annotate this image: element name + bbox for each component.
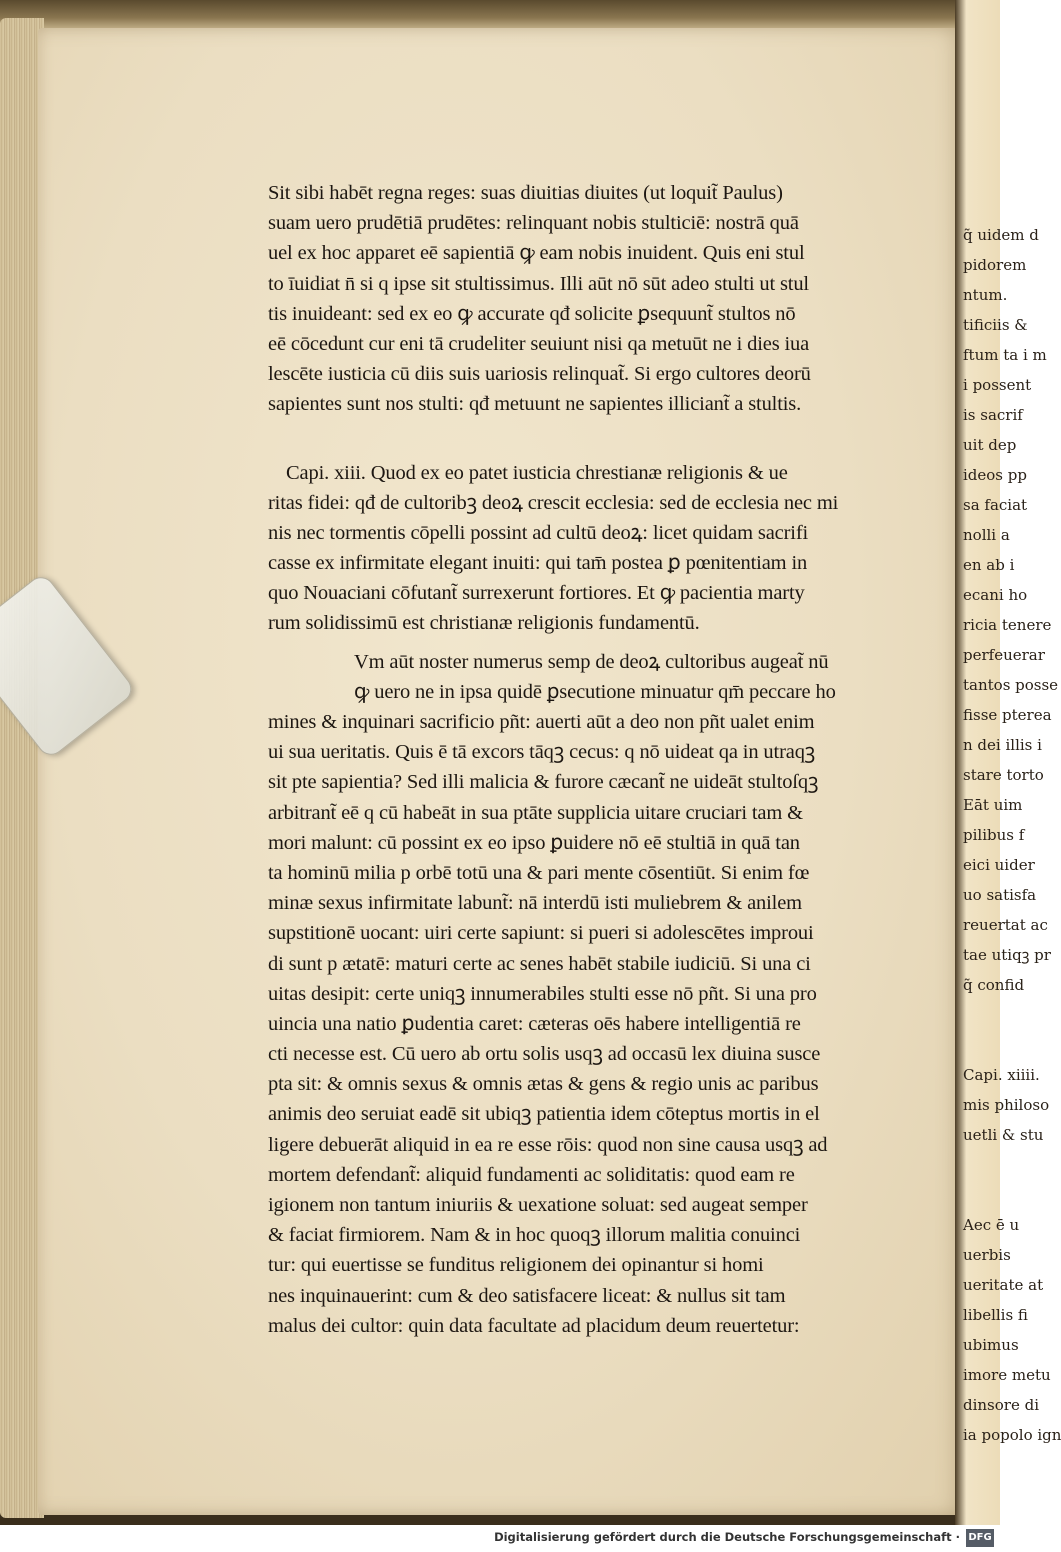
text-line: Vm aūt noster numerus semp de deoꝝ cultoribus augeat̃ nū (354, 650, 829, 673)
text-line: ritas fidei: qđ de cultoribꝫ deoꝝ crescit ecclesia: sed de ecclesia nec mi (268, 491, 839, 514)
facing-line: mis philoso (963, 1096, 1050, 1114)
facing-line: imore metu (963, 1366, 1051, 1384)
facing-line (963, 1030, 1023, 1060)
text-line: suam uero prudētiā prudētes: relinquant nobis stulticiē: nostrā quā (268, 212, 799, 235)
text-line: malus dei cultor: quin data facultate ad placidum deum reuertetur: (268, 1314, 800, 1337)
text-line: rum solidissimū est christianæ religionis fundamentū. (268, 612, 700, 635)
text-line: casse ex infirmitate elegant inuiti: qui tam̄ postea ꝑ pœnitentiam in (268, 552, 808, 575)
facing-line: Eāt uim (963, 796, 1023, 814)
facing-line: ideos pp (963, 466, 1027, 484)
text-line: uel ex hoc apparet eē sapientiā ꝙ eam nobis inuident. Quis eni stul (268, 242, 805, 265)
text-line: pta sit: & omnis sexus & omnis ætas & gens & regio unis ac paribus (268, 1073, 819, 1096)
paragraph-gap (268, 639, 918, 647)
facing-line: ia popolo ign (963, 1426, 1061, 1444)
text-line: cti necesse est. Cū uero ab ortu solis usqꝫ ad occasū lex diuina susce (268, 1043, 821, 1066)
text-line: Sit sibi habēt regna reges: suas diuitias diuites (ut loquit̃ Paulus) (268, 182, 783, 204)
chapter-heading (268, 458, 918, 639)
text-line: to īuidiat n̄ si q ipse sit stultissimus. Illi aūt nō sūt adeo stulti ut stul (268, 272, 809, 295)
facing-line: reuertat ac (963, 916, 1048, 934)
facing-line (963, 1150, 1023, 1180)
facing-page-text (963, 220, 1061, 1450)
facing-line: q̃ confid (963, 976, 1025, 994)
text-line: di sunt p ætatē: maturi certe ac senes habēt stabile iudiciū. Si una ci (268, 952, 811, 975)
facing-line: dinsore di (963, 1396, 1040, 1414)
text-line: sit pte sapientia? Sed illi malicia & furore cæcant̃ ne uideāt stultoſqꝫ (268, 771, 819, 794)
facing-line: pidorem (963, 256, 1027, 274)
text-line: uitas desipit: certe uniqꝫ innumerabiles stulti esse nō pñt. Si una pro (268, 982, 817, 1005)
facing-line: ubimus (963, 1336, 1019, 1354)
facing-line: stare torto (963, 766, 1044, 784)
text-line: uincia una natio ꝑudentia caret: cæteras oēs habere intelligentiā re (268, 1012, 801, 1035)
dfg-logo: DFG (966, 1529, 994, 1547)
text-line: arbitrant̃ eē q cū habeāt in sua ptāte supplicia uitare cruciari tam & (268, 801, 803, 824)
text-line: ligere debuerāt aliquid in ea re esse rōis: quod non sine causa usqꝫ ad (268, 1133, 828, 1156)
text-line: ui sua ueritatis. Quis ē tā excors tāqꝫ cecus: q nō uideat qa in utraqꝫ (268, 741, 816, 764)
text-line: Capi. xiii. Quod ex eo patet iusticia chrestianæ religionis & ue (286, 461, 788, 484)
page-text (268, 178, 918, 1341)
facing-line: eici uider (963, 856, 1035, 874)
facing-line: ricia tenere (963, 616, 1052, 634)
text-line: nes inquinauerint: cum & deo satisfacere liceat: & nullus sit tam (268, 1284, 786, 1307)
facing-line: en ab i (963, 556, 1015, 574)
paragraph-intro (268, 178, 918, 420)
facing-line: libellis fi (963, 1306, 1028, 1324)
facing-line: uerbis (963, 1246, 1011, 1264)
facing-line: q̃ uidem d (963, 226, 1039, 244)
facing-line: tae utiqꝫ pr (963, 946, 1051, 964)
facing-line (963, 1180, 1023, 1210)
facing-line: uo satisfa (963, 886, 1037, 904)
facing-line: n dei illis i (963, 736, 1042, 754)
facing-line: Aec ē u (963, 1216, 1020, 1234)
facing-line: uetli & stu (963, 1126, 1044, 1144)
facing-line: is sacrif (963, 406, 1023, 424)
facing-line: nolli a (963, 526, 1010, 544)
text-line: tur: qui euertisse se funditus religionem dei opinantur si homi (268, 1254, 764, 1277)
text-line: sapientes sunt nos stulti: qđ metuunt ne sapientes illiciant̃ a stultis. (268, 393, 802, 416)
facing-line: ftum ta i m (963, 346, 1047, 364)
text-line: mortem defendant̃: aliquid fundamenti ac soliditatis: quod eam re (268, 1163, 795, 1186)
facing-line: tantos posse (963, 676, 1059, 694)
facing-line: fisse pterea (963, 706, 1052, 724)
text-line: igionem non tantum iniuriis & uexatione soluat: sed augeat semper (268, 1194, 808, 1216)
facing-line: tificiis & (963, 316, 1028, 334)
text-line: supstitionē uocant: uiri certe sapiunt: si pueri si adolescētes improui (268, 922, 814, 945)
facing-line: ecani ho (963, 586, 1028, 604)
facing-line: perfeuerar (963, 646, 1045, 664)
text-line: lescēte iusticia cū diis suis uariosis relinquat̃. Si ergo cultores deorū (268, 363, 811, 386)
text-line: minæ sexus infirmitate labunt̃: nā interdū isti muliebrem & anilem (268, 892, 802, 915)
facing-line: ntum. (963, 286, 1008, 304)
facing-line (963, 1000, 1023, 1030)
paragraph-gap (268, 420, 918, 458)
text-line: animis deo seruiat eadē sit ubiqꝫ patientia idem cōteptus mortis in el (268, 1103, 820, 1126)
text-line: nis nec tormentis cōpelli possint ad cultū deoꝝ: licet quidam sacrifi (268, 521, 809, 544)
facing-line: Capi. xiiii. (963, 1066, 1040, 1084)
facing-line: sa faciat (963, 496, 1028, 514)
top-shadow-band (0, 0, 975, 30)
text-line: mines & inquinari sacrificio pñt: auerti aūt a deo non pñt ualet enim (268, 711, 815, 733)
facing-page-edge (955, 0, 1061, 1525)
text-line: eē cōcedunt cur eni tā crudeliter seuiunt nisi qa metuūt ne i dies iua (268, 332, 810, 355)
text-line: ta hominū milia p orbē totū una & pari mente cōsentiūt. Si enim fœ (268, 861, 810, 884)
text-line: ꝙ uero ne in ipsa quidē ꝑsecutione minuatur qm̄ peccare ho (354, 680, 836, 703)
chapter-body (268, 647, 918, 1341)
footer-bar (0, 1525, 1000, 1552)
facing-line: pilibus f (963, 826, 1025, 844)
text-line: mori malunt: cū possint ex eo ipso ꝑuidere nō eē stultiā in quā tan (268, 831, 800, 854)
text-line: & faciat firmiorem. Nam & in hoc quoqꝫ illorum malitia conuinci (268, 1224, 801, 1247)
text-line: quo Nouaciani cōfutant̃ surrexerunt fortiores. Et ꝙ pacientia marty (268, 582, 805, 605)
facing-line: i possent (963, 376, 1032, 394)
footer-credit: Digitalisierung gefördert durch die Deutsche Forschungsgemeinschaft · (494, 1530, 960, 1544)
facing-line: uit dep (963, 436, 1017, 454)
text-line: tis inuideant: sed ex eo ꝙ accurate qđ solicite ꝑsequunt̃ stultos nō (268, 302, 796, 325)
facing-line: ueritate at (963, 1276, 1044, 1294)
